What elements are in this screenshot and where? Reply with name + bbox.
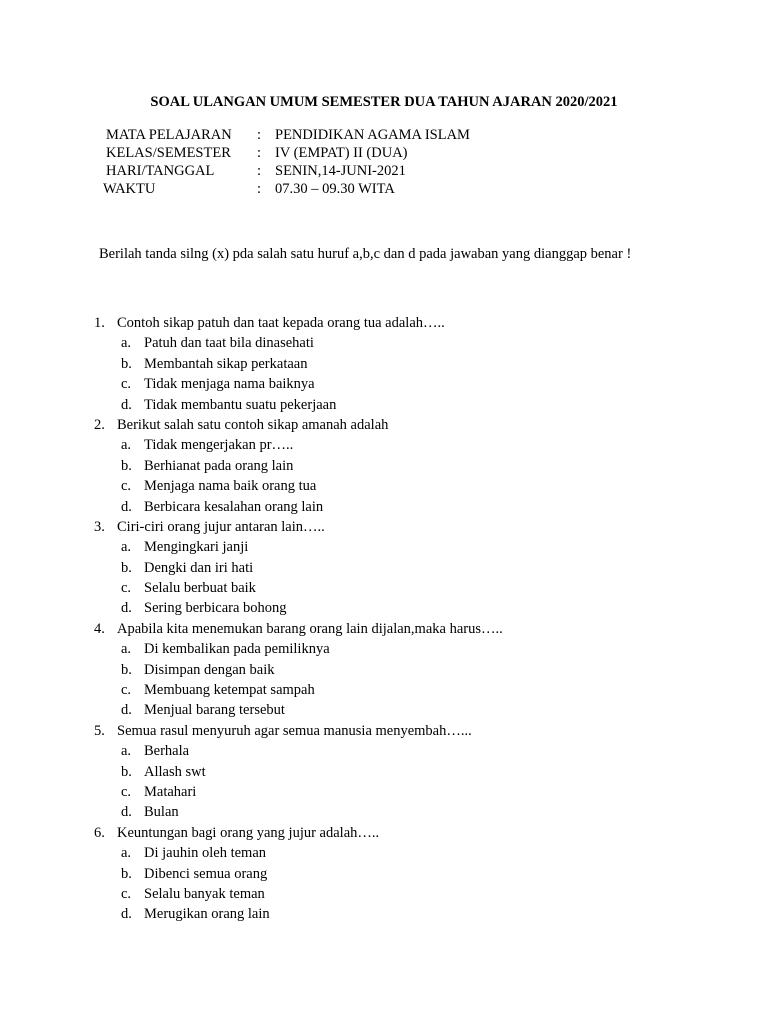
option-text: Selalu berbuat baik — [144, 580, 256, 597]
option-letter: c. — [121, 682, 132, 699]
option-text: Tidak mengerjakan pr….. — [144, 437, 294, 454]
option-text: Menjual barang tersebut — [144, 702, 285, 719]
option-letter: c. — [121, 885, 132, 902]
meta-label: MATA PELAJARAN — [106, 127, 232, 143]
option-letter: d. — [121, 804, 132, 821]
question-item — [94, 619, 714, 639]
option-letter: b. — [121, 457, 132, 474]
answer-option — [94, 680, 714, 700]
option-text: Merugikan orang lain — [144, 906, 270, 923]
answer-option — [94, 395, 714, 415]
meta-label: WAKTU — [103, 181, 156, 197]
option-letter: c. — [121, 783, 132, 800]
option-letter: a. — [121, 539, 132, 556]
meta-colon: : — [257, 163, 262, 179]
question-number: 3. — [94, 518, 105, 535]
option-text: Disimpan dengan baik — [144, 661, 275, 678]
answer-option — [94, 843, 714, 863]
meta-row-class — [0, 144, 768, 162]
meta-label: HARI/TANGGAL — [106, 163, 215, 179]
answer-option — [94, 884, 714, 904]
option-text: Mengingkari janji — [144, 539, 249, 556]
answer-option — [94, 639, 714, 659]
option-letter: b. — [121, 763, 132, 780]
question-list — [94, 313, 714, 925]
answer-option — [94, 660, 714, 680]
meta-row-date — [0, 162, 768, 180]
option-text: Di kembalikan pada pemiliknya — [144, 641, 330, 658]
option-letter: a. — [121, 743, 132, 760]
option-letter: a. — [121, 437, 132, 454]
meta-value: 07.30 – 09.30 WITA — [275, 181, 395, 197]
option-text: Dibenci semua orang — [144, 865, 268, 882]
meta-colon: : — [257, 181, 262, 197]
answer-option — [94, 700, 714, 720]
meta-colon: : — [257, 127, 262, 143]
question-item — [94, 823, 714, 843]
answer-option — [94, 598, 714, 618]
question-text: Berikut salah satu contoh sikap amanah adalah — [117, 416, 389, 433]
option-letter: d. — [121, 396, 132, 413]
option-text: Membuang ketempat sampah — [144, 682, 315, 699]
answer-option — [94, 374, 714, 394]
option-text: Bulan — [144, 804, 179, 821]
answer-option — [94, 741, 714, 761]
meta-value: SENIN,14-JUNI-2021 — [275, 163, 406, 179]
option-letter: b. — [121, 559, 132, 576]
meta-row-time — [0, 180, 768, 198]
option-text: Berhala — [144, 743, 190, 760]
option-letter: d. — [121, 702, 132, 719]
answer-option — [94, 537, 714, 557]
option-text: Tidak menjaga nama baiknya — [144, 376, 315, 393]
answer-option — [94, 435, 714, 455]
question-number: 4. — [94, 620, 105, 637]
answer-option — [94, 578, 714, 598]
question-number: 5. — [94, 722, 105, 739]
meta-value: IV (EMPAT) II (DUA) — [275, 145, 408, 161]
option-letter: d. — [121, 498, 132, 515]
meta-label: KELAS/SEMESTER — [106, 145, 231, 161]
option-text: Menjaga nama baik orang tua — [144, 478, 317, 495]
answer-option — [94, 456, 714, 476]
page-title: SOAL ULANGAN UMUM SEMESTER DUA TAHUN AJARAN 2020/2021 — [150, 94, 618, 110]
answer-option — [94, 904, 714, 924]
meta-value: PENDIDIKAN AGAMA ISLAM — [275, 127, 470, 143]
answer-option — [94, 864, 714, 884]
option-letter: d. — [121, 906, 132, 923]
question-text: Contoh sikap patuh dan taat kepada orang tua adalah….. — [117, 315, 445, 331]
option-text: Tidak membantu suatu pekerjaan — [144, 396, 337, 413]
option-text: Patuh dan taat bila dinasehati — [144, 335, 314, 352]
question-text: Keuntungan bagi orang yang jujur adalah….. — [117, 824, 380, 841]
option-text: Matahari — [144, 783, 197, 800]
option-letter: a. — [121, 335, 132, 352]
option-letter: b. — [121, 865, 132, 882]
option-text: Sering berbicara bohong — [144, 600, 287, 617]
answer-option — [94, 802, 714, 822]
option-letter: b. — [121, 355, 132, 372]
answer-option — [94, 497, 714, 517]
question-item — [94, 313, 714, 333]
question-item — [94, 415, 714, 435]
option-letter: c. — [121, 376, 132, 393]
question-item — [94, 517, 714, 537]
answer-option — [94, 762, 714, 782]
option-text: Di jauhin oleh teman — [144, 845, 267, 862]
meta-row-subject — [0, 126, 768, 144]
option-letter: c. — [121, 580, 132, 597]
option-text: Allash swt — [144, 763, 206, 780]
meta-colon: : — [257, 145, 262, 161]
option-letter: b. — [121, 661, 132, 678]
answer-option — [94, 333, 714, 353]
question-text: Semua rasul menyuruh agar semua manusia menyembah…... — [117, 722, 472, 739]
option-text: Dengki dan iri hati — [144, 559, 254, 576]
option-letter: d. — [121, 600, 132, 617]
question-number: 2. — [94, 416, 105, 433]
answer-option — [94, 354, 714, 374]
answer-option — [94, 782, 714, 802]
question-text: Ciri-ciri orang jujur antaran lain….. — [117, 518, 325, 535]
answer-option — [94, 558, 714, 578]
option-letter: c. — [121, 478, 132, 495]
option-text: Membantah sikap perkataan — [144, 355, 308, 372]
option-letter: a. — [121, 641, 132, 658]
question-number: 6. — [94, 824, 105, 841]
question-text: Apabila kita menemukan barang orang lain dijalan,maka harus….. — [117, 620, 503, 637]
instruction-text: Berilah tanda silng (x) pda salah satu huruf a,b,c dan d pada jawaban yang dianggap benar ! — [99, 246, 632, 262]
answer-option — [94, 476, 714, 496]
question-item — [94, 721, 714, 741]
option-text: Berhianat pada orang lain — [144, 457, 294, 474]
option-letter: a. — [121, 845, 132, 862]
question-number: 1. — [94, 315, 105, 331]
option-text: Berbicara kesalahan orang lain — [144, 498, 324, 515]
option-text: Selalu banyak teman — [144, 885, 265, 902]
